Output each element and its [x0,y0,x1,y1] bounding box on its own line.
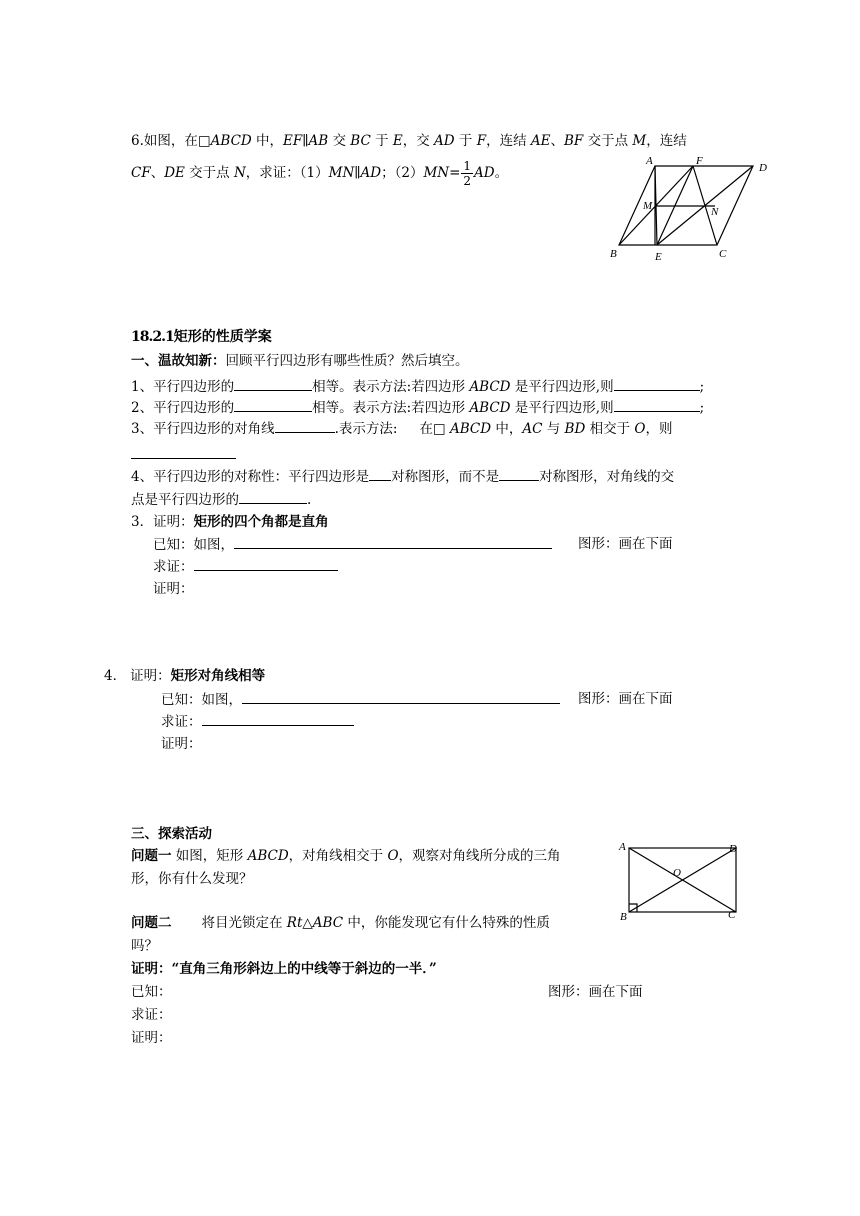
label-A: A [646,155,653,167]
explore-prove: 求证： [131,1007,172,1023]
item-1: 1、平行四边形的 相等。表示方法:若四边形 ABCD 是平行四边形,则 ; [131,379,705,395]
proof3-known: 已知：如图， [153,535,552,554]
explore-q1-line2: 形，你有什么发现？ [131,871,253,887]
label-B: B [610,248,617,260]
item-2: 2、平行四边形的 相等。表示方法:若四边形 ABCD 是平行四边形,则 ; [131,400,705,416]
explore-known: 已知： [131,984,172,1000]
q6-line1: 6.如图，在□ABCD 中，EF∥AB 交 BC 于 E，交 AD 于 F，连结 AE、BF 交于点 M，连结 [131,133,687,149]
explore-figure: 图形：画在下面 [548,984,643,1000]
explore-title: 三、探索活动 [131,826,212,842]
explore-proof-title: 证明：“直角三角形斜边上的中线等于斜边的一半．” [131,961,437,977]
explore-proof: 证明： [131,1030,172,1046]
label-C: C [728,909,736,921]
label-C: C [719,248,727,260]
item-4-line1: 4、平行四边形的对称性：平行四边形是 对称图形，而不是 对称图形，对角线的交 [131,469,675,485]
proof3-title: 3．证明：矩形的四个角都是直角 [131,514,329,530]
proof3-prove: 求证： [153,557,338,576]
blank[interactable] [614,398,700,412]
proof4-known: 已知：如图， [161,690,560,709]
label-O: O [673,867,681,879]
blank[interactable] [234,535,552,549]
rectangle-figure [612,836,752,926]
label-D: D [759,162,767,174]
label-B: B [620,911,627,923]
blank[interactable] [202,712,354,726]
item-3-blank[interactable] [131,458,236,459]
proof4-figure: 图形：画在下面 [578,691,673,707]
blank[interactable] [275,419,335,433]
explore-q2-line2: 吗？ [131,938,158,954]
blank[interactable] [242,690,560,704]
proof4-proof: 证明： [161,736,202,752]
blank[interactable] [234,398,312,412]
item-3: 3、平行四边形的对角线 .表示方法: 在□ ABCD 中，AC 与 BD 相交于 O，则 [131,421,673,437]
label-M: M [643,200,653,212]
proof3-proof: 证明： [153,581,194,597]
blank[interactable] [614,377,700,391]
label-A: A [619,841,626,853]
item-4-line2: 点是平行四边形的 . [131,492,312,508]
label-F: F [696,155,703,167]
blank[interactable] [234,377,312,391]
blank[interactable] [369,467,391,481]
q6-line2: CF、DE 交于点 N，求证：（1）MN∥AD；（2）MN= $\frac{1}{2}$ AD。 [131,159,509,188]
proof4-prove: 求证： [161,712,354,731]
label-N: N [711,206,719,218]
blank[interactable] [239,490,307,504]
parallelogram-figure [605,150,775,265]
explore-q2-line1: 问题二 将目光锁定在 Rt△ABC 中，你能发现它有什么特殊的性质 [131,915,550,931]
section-title: 18.2.1矩形的性质学案 [131,329,272,345]
explore-q1-line1: 问题一 如图，矩形 ABCD，对角线相交于 O，观察对角线所分成的三角 [131,848,561,864]
label-D: D [729,843,737,855]
label-E: E [655,251,662,263]
blank[interactable] [194,557,338,571]
review-line: 一、温故知新：回顾平行四边形有哪些性质？然后填空。 [131,353,469,369]
fraction-one-half: $\frac{1}{2}$ [463,159,472,188]
blank[interactable] [499,467,539,481]
proof4-title: 4． 证明：矩形对角线相等 [104,668,266,684]
proof3-figure: 图形：画在下面 [578,536,673,552]
